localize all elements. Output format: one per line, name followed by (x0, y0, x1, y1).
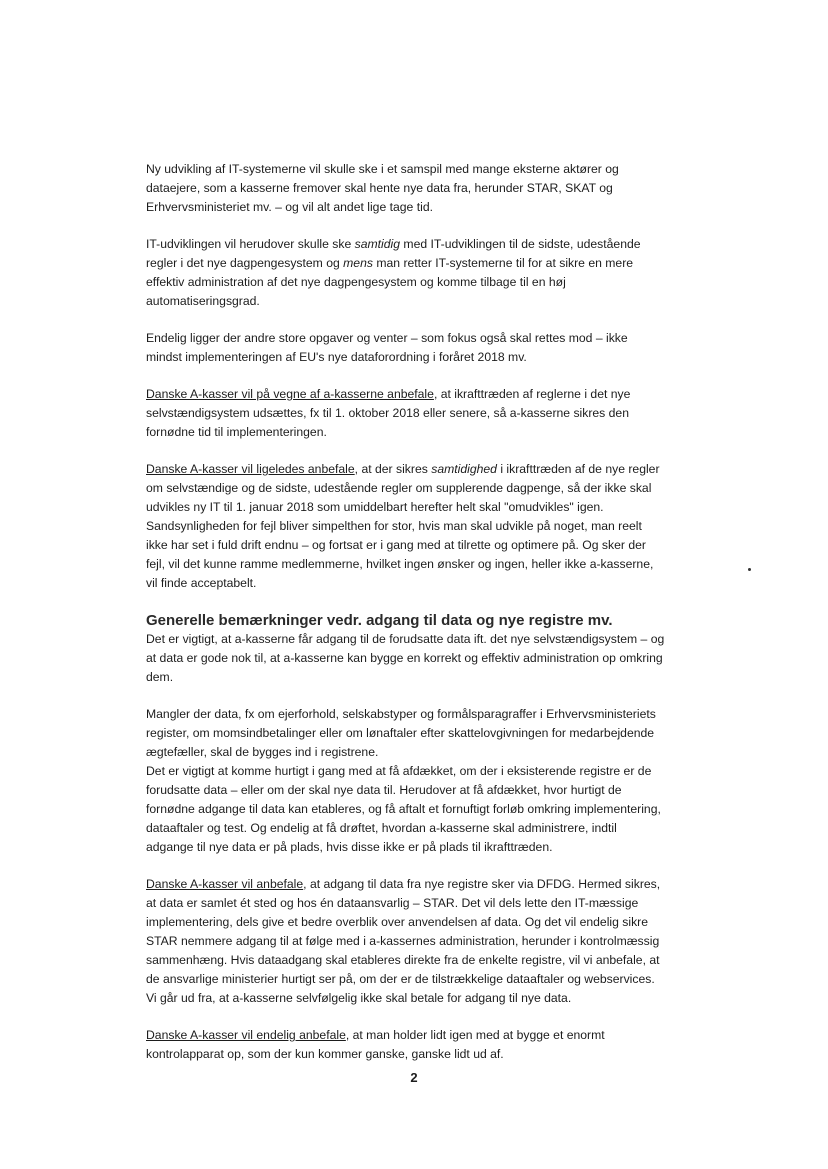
page-number: 2 (410, 1070, 418, 1085)
paragraph-get-started: Det er vigtigt at komme hurtigt i gang med at få afdækket, om der i eksisterende registre er de forudsatte data – eller om der skal nye data til. Herudover at få afdækket, hvor hurtigt de fornødne adgange til data kan etableres, og få aftalt et fornuftigt forløb omkring implementering, dataaftaler og test. Og endelig at få drøftet, hvordan a-kasserne skal administrere, indtil adgange til nye data er på plads, hvis disse ikke er på plads til ikrafttræden. (146, 764, 661, 854)
paragraph-recommend-simultaneity: Danske A-kasser vil ligeledes anbefale, at der sikres samtidighed i ikrafttræden af de nye regler om selvstændige og de sidste, udestående regler om supplerende dagpenge, så der ikke skal udvikles ny IT til 1. januar 2018 som umiddelbart herefter helt skal "omudvikles" igen. Sandsynligheden for fejl bliver simpelthen for stor, hvis man skal udvikle på noget, man reelt ikke har set i fuld drift endnu – og fortsat er i gang med at tilrette og optimere på. Og sker der fejl, vil det kunne ramme medlemmerne, hvilket ingen ønsker og ingen, heller ikke a-kasserne, vil finde acceptabelt. (146, 462, 660, 590)
paragraph-other-tasks: Endelig ligger der andre store opgaver og venter – som fokus også skal rettes mod – ikke mindst implementeringen af EU's nye dataforordning i foråret 2018 mv. (146, 331, 628, 364)
paragraph-recommend-dfdg: Danske A-kasser vil anbefale, at adgang til data fra nye registre sker via DFDG. Hermed sikres, at data er samlet ét sted og hos én dataansvarlig – STAR. Det vil dels lette den IT-mæssige implementering, dels give et bedre overblik over anvendelsen af data. Og det vil endelig sikre STAR nemmere adgang til at følge med i a-kassernes administration, herunder i kontrolmæssig sammenhæng. Hvis dataadgang skal etableres direkte fra de enkelte registre, vil vi anbefale, at de ansvarlige ministerier hurtigt ser på, om der er de tilstrækkelige dataaftaler og webservices. Vi går ud fra, at a-kasserne selvfølgelig ikke skal betale for adgang til nye data. (146, 877, 661, 1005)
document-body (146, 160, 666, 1064)
scan-speck (748, 568, 751, 571)
paragraph-missing-data: Mangler der data, fx om ejerforhold, selskabstyper og formålsparagraffer i Erhvervsministeriets register, om momsindbetalinger eller om lønaftaler efter skattelovgivningen for medarbejdende ægtefæller, skal de bygges ind i registrene. (146, 707, 656, 759)
paragraph-recommend-control: Danske A-kasser vil endelig anbefale, at man holder lidt igen med at bygge et enormt kontrolapparat op, som der kun kommer ganske, ganske lidt ud af. (146, 1028, 605, 1061)
recommendation-lead: Danske A-kasser vil endelig anbefale (146, 1028, 346, 1042)
recommendation-lead: Danske A-kasser vil ligeledes anbefale (146, 462, 355, 476)
section-heading: Generelle bemærkninger vedr. adgang til data og nye registre mv. (146, 612, 613, 629)
recommendation-lead: Danske A-kasser vil anbefale (146, 877, 304, 891)
paragraph-it-development: Ny udvikling af IT-systemerne vil skulle ske i et samspil med mange eksterne aktører og dataejere, som a kasserne fremover skal hente nye data fra, herunder STAR, SKAT og Erhvervsministeriet mv. – og vil alt andet lige tage tid. (146, 162, 619, 214)
paragraph-it-simultaneous: IT-udviklingen vil herudover skulle ske samtidig med IT-udviklingen til de sidste, udestående regler i det nye dagpengesystem og mens man retter IT-systemerne til for at sikre en mere effektiv administration af det nye dagpengesystem og komme tilbage til en høj automatiseringsgrad. (146, 237, 641, 308)
paragraph-recommend-postpone: Danske A-kasser vil på vegne af a-kasserne anbefale, at ikrafttræden af reglerne i det nye selvstændigsystem udsættes, fx til 1. oktober 2018 eller senere, så a-kasserne sikres den fornødne tid til implementeringen. (146, 387, 631, 439)
recommendation-lead: Danske A-kasser vil på vegne af a-kasserne anbefale (146, 387, 434, 401)
paragraph-data-access: Det er vigtigt, at a-kasserne får adgang til de forudsatte data ift. det nye selvstændigsystem – og at data er gode nok til, at a-kasserne kan bygge en korrekt og effektiv administration op omkring dem. (146, 632, 665, 684)
